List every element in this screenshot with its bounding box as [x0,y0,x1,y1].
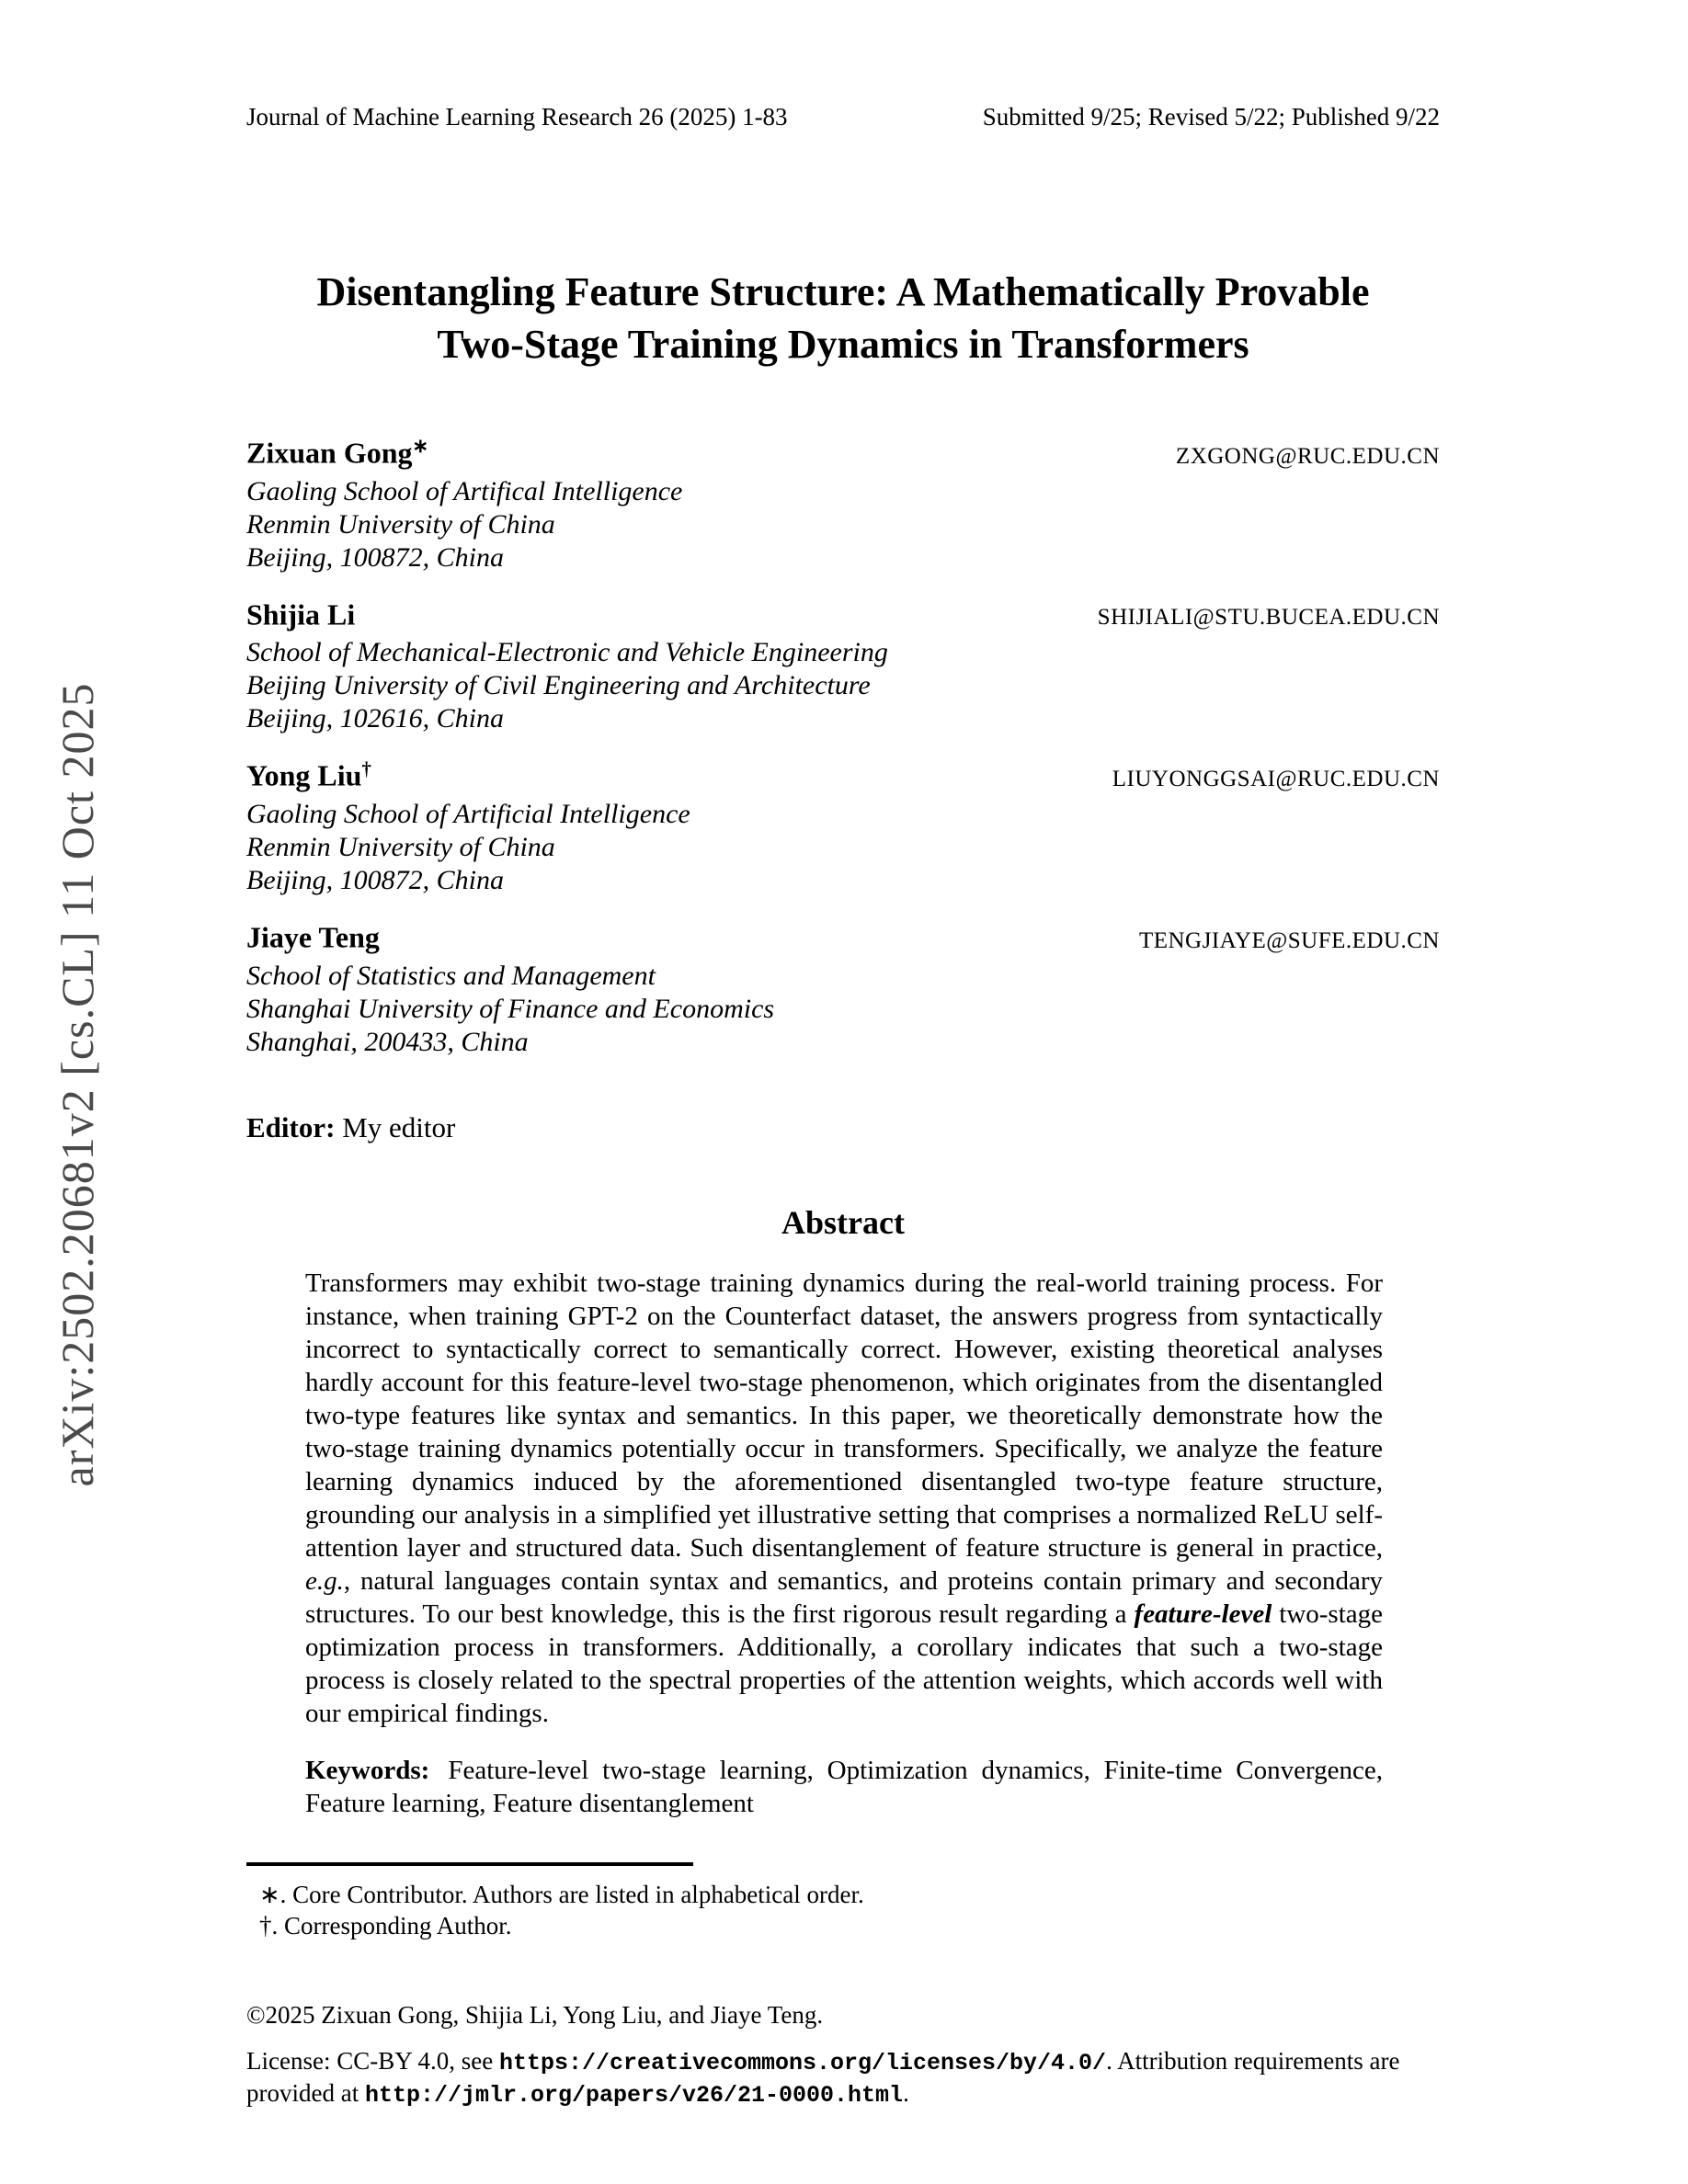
abstract-emph-eg: e.g. [305,1565,344,1596]
author-name: Yong Liu† [246,757,371,792]
paper-title [246,266,1440,370]
author-affiliation: Beijing, 100872, China [246,864,504,895]
submission-history: Submitted 9/25; Revised 5/22; Published 9/22 [982,103,1440,131]
author-name: Jiaye Teng [246,920,380,954]
author-affiliation: Shanghai University of Finance and Economics [246,993,775,1024]
footnote-rule [246,1862,693,1866]
abstract-heading: Abstract [781,1203,905,1241]
license-url-cc[interactable]: https://creativecommons.org/licenses/by/4.0/ [498,2049,1107,2076]
author-marker: ∗ [412,435,429,457]
editor-name: My editor [342,1110,456,1143]
author-email[interactable]: LIUYONGGSAI@RUC.EDU.CN [1112,766,1440,791]
author-block [246,912,1440,1059]
author-affiliation: Gaoling School of Artificial Intelligence [246,798,690,829]
author-name: Zixuan Gong∗ [246,435,429,470]
author-line [246,427,1440,475]
footnote-corresponding-author: †. Corresponding Author. [259,1911,512,1939]
footnotes [246,1879,1440,1941]
abstract-part2: , natural languages contain syntax and semantics, and proteins contain primary and secondary structures. To our best knowledge, this is the first rigorous result regarding a [305,1565,1383,1629]
author-line [246,912,1440,960]
author-list [246,427,1440,1059]
license-url-jmlr[interactable]: http://jmlr.org/papers/v26/21-0000.html [364,2081,904,2109]
copyright-notice: ©2025 Zixuan Gong, Shijia Li, Yong Liu, and Jiaye Teng. [246,2000,824,2029]
arxiv-watermark: arXiv:2502.20681v2 [cs.CL] 11 Oct 2025 [51,682,103,1487]
page-header [246,103,1440,131]
keywords-label: Keywords: [305,1755,430,1785]
author-block [246,427,1440,574]
abstract-text [305,1267,1383,1730]
keywords-text: Feature-level two-stage learning, Optimization dynamics, Finite-time Convergence, Feature learning, Feature disentanglement [305,1755,1383,1818]
journal-reference: Journal of Machine Learning Research 26 (2025) 1-83 [246,103,788,131]
author-name: Shijia Li [246,597,356,631]
author-affiliation: Beijing University of Civil Engineering and Architecture [246,670,871,701]
author-affiliation: Renmin University of China [246,831,555,862]
license-line [246,2046,1440,2110]
author-affiliation: Gaoling School of Artifical Intelligence [246,475,683,506]
author-affiliation: Shanghai, 200433, China [246,1026,529,1057]
author-email[interactable]: ZXGONG@RUC.EDU.CN [1175,443,1440,469]
keywords-line [305,1754,1383,1820]
license-end: . [903,2078,909,2107]
abstract-part1: Transformers may exhibit two-stage training dynamics during the real-world training process. For instance, when training GPT-2 on the Counterfact dataset, the answers progress from syntactically incorrect to syntactically correct to semantically correct. However, existing theoretical analyses hardly account for this feature-level two-stage phenomenon, which originates from the disentangled two-type features like syntax and semantics. In this paper, we theoretically demonstrate how the two-stage training dynamics potentially occur in transformers. Specifically, we analyze the feature learning dynamics induced by the aforementioned disentangled two-type feature structure, grounding our analysis in a simplified yet illustrative setting that comprises a normalized ReLU self-attention layer and structured data. Such disentanglement of feature structure is general in practice, [305,1268,1383,1563]
paper-title-line1: Disentangling Feature Structure: A Mathematically Provable [316,269,1370,314]
author-affiliation: School of Statistics and Management [246,960,656,991]
footnote-core-contributor: ∗. Core Contributor. Authors are listed in alphabetical order. [259,1880,864,1908]
license-mid: . Attribution requirements are provided at [246,2046,1400,2107]
author-email[interactable]: TENGJIAYE@SUFE.EDU.CN [1138,927,1440,953]
author-marker: † [361,757,371,780]
editor-line [246,1110,1440,1145]
author-block [246,750,1440,897]
author-affiliation: Beijing, 100872, China [246,541,504,573]
editor-label: Editor: [246,1110,336,1143]
author-affiliation: Beijing, 102616, China [246,703,504,734]
author-line [246,589,1440,637]
author-email[interactable]: SHIJIALI@STU.BUCEA.EDU.CN [1097,605,1440,631]
paper-title-line2: Two-Stage Training Dynamics in Transformers [437,322,1249,367]
author-affiliation: School of Mechanical-Electronic and Vehicle Engineering [246,637,888,668]
author-affiliation: Renmin University of China [246,508,555,540]
author-block [246,589,1440,736]
author-line [246,750,1440,798]
abstract-emph-feature-level: feature-level [1134,1598,1272,1629]
license-pre: License: CC-BY 4.0, see [246,2046,499,2075]
abstract-part3: two-stage optimization process in transformers. Additionally, a corollary indicates that such a two-stage process is closely related to the spectral properties of the attention weights, which accords well with our empirical findings. [305,1598,1384,1728]
